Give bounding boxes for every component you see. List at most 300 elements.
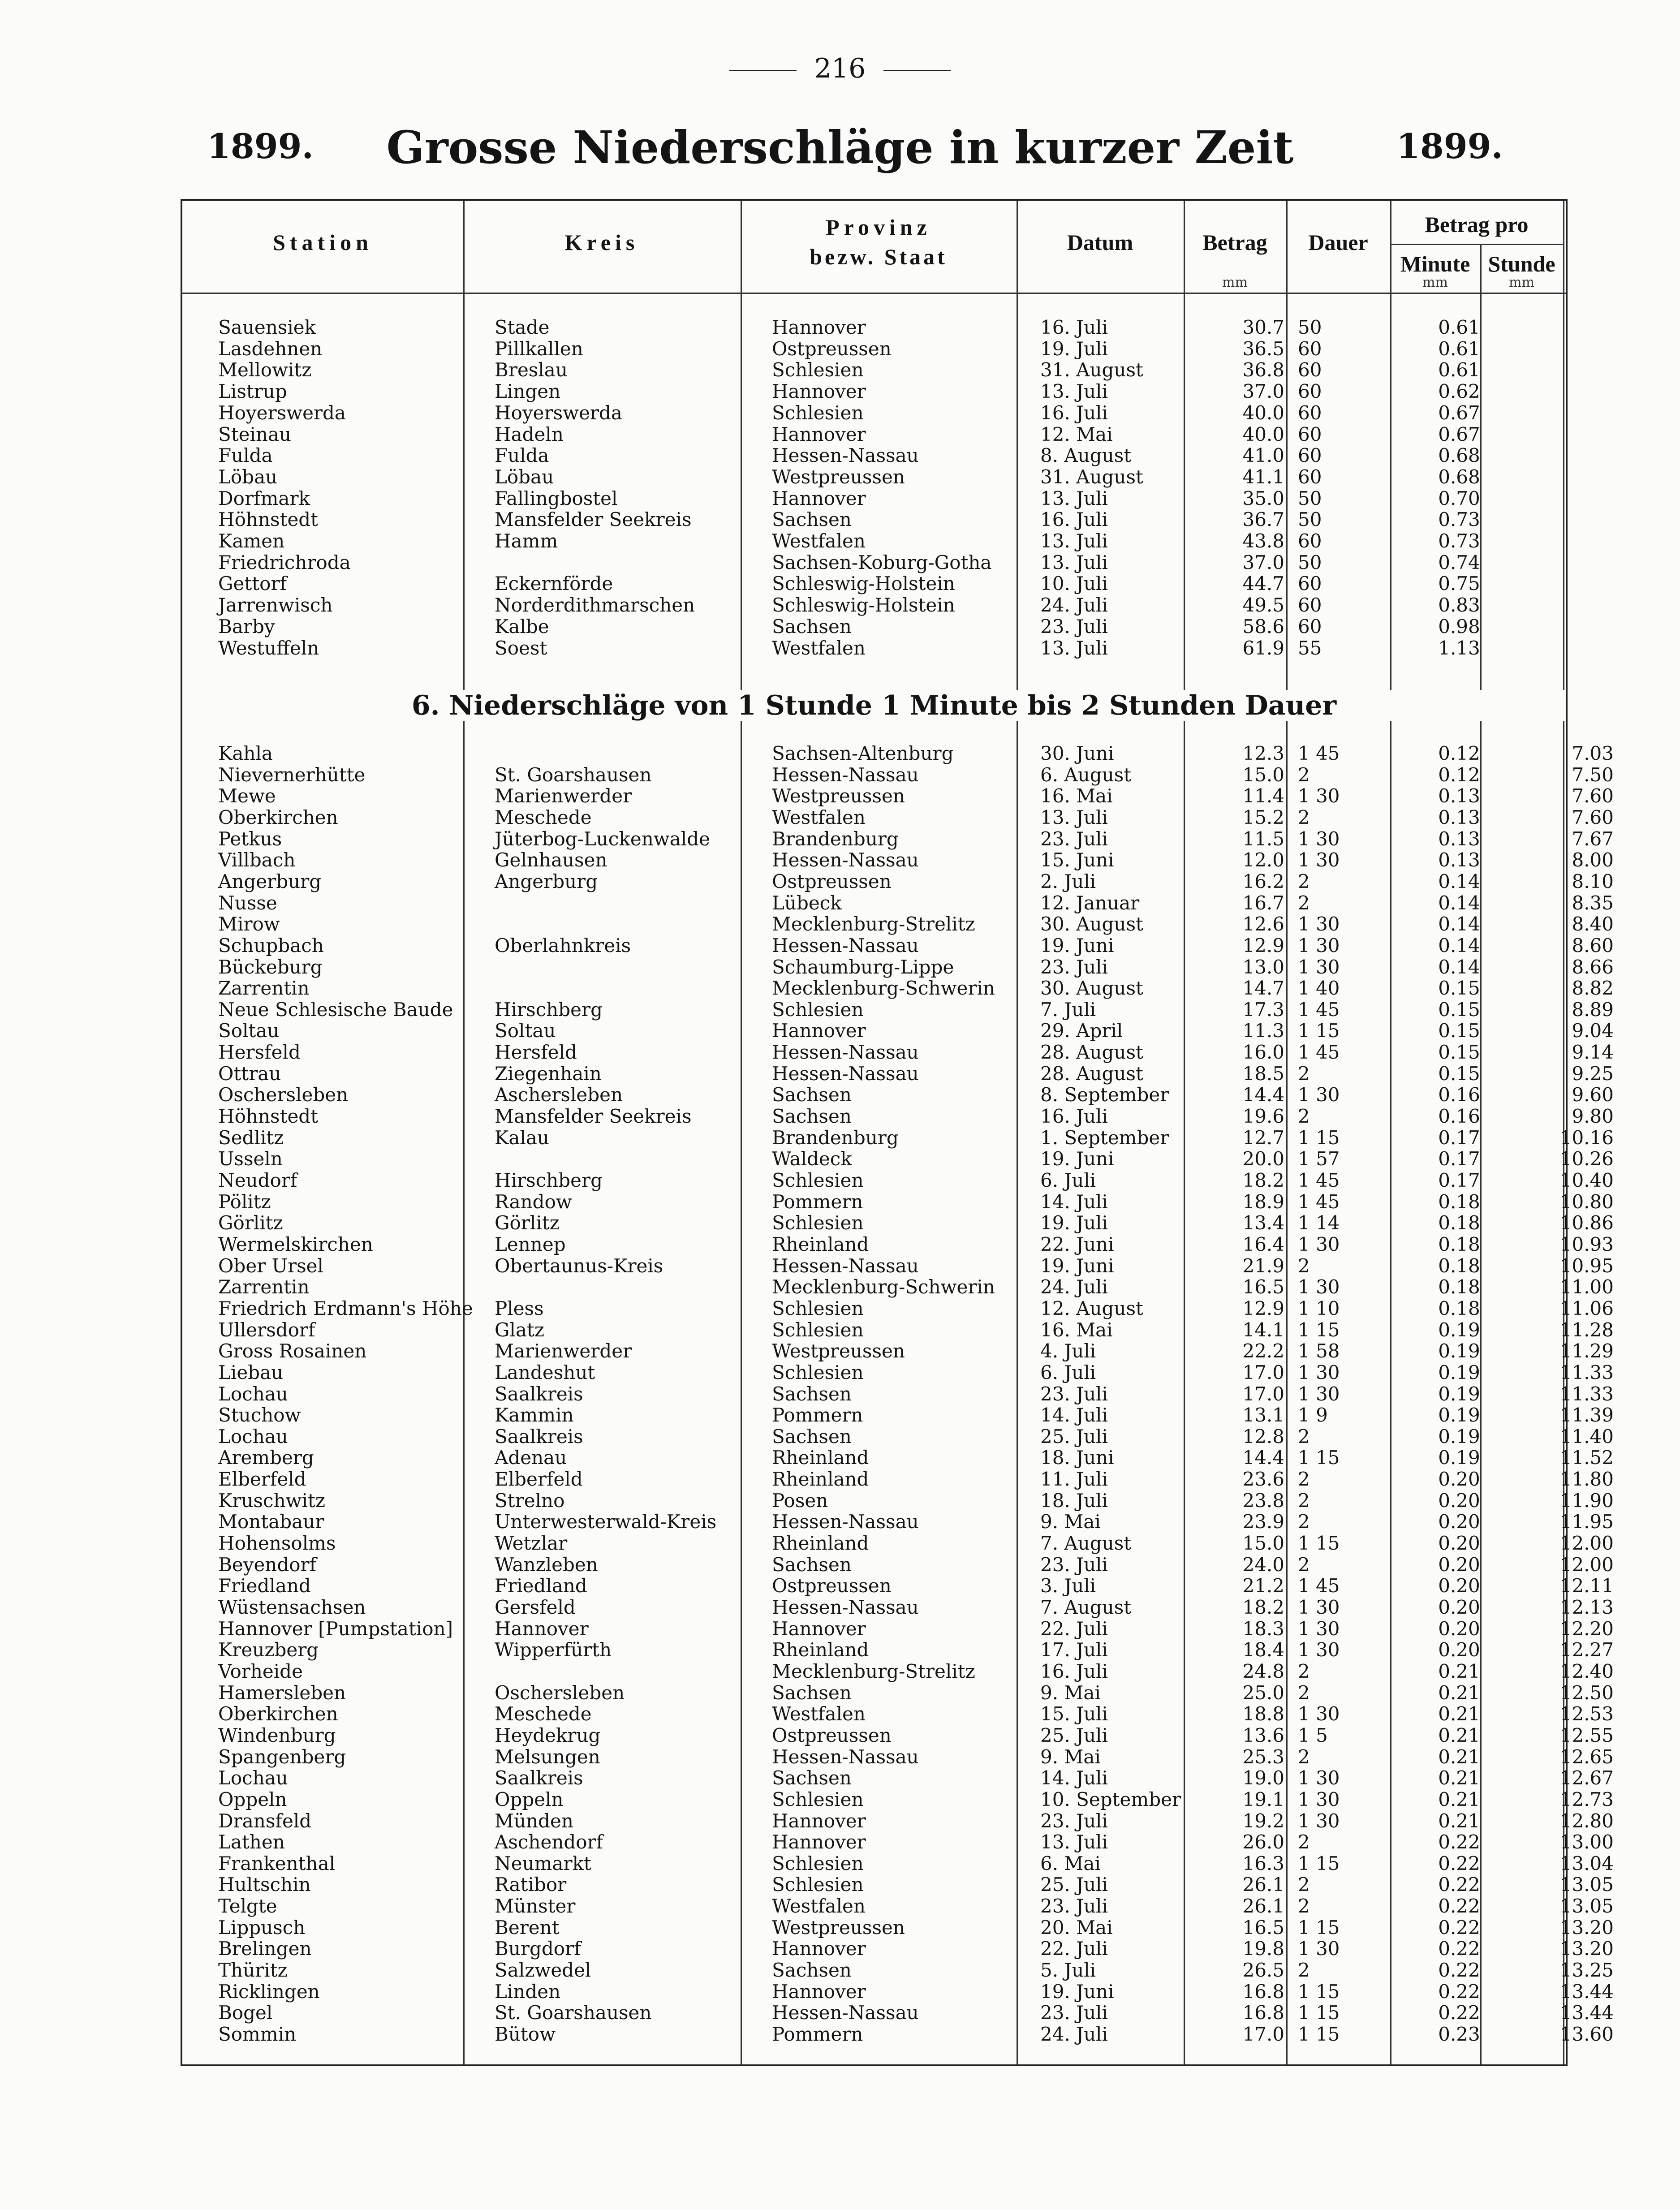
cell-datum: 30. Juni xyxy=(1040,742,1114,764)
cell-datum: 18. Juli xyxy=(1040,1489,1108,1512)
cell-dauer: 1 40 xyxy=(1298,977,1340,999)
cell-station: Dorfmark xyxy=(218,487,310,509)
cell-datum: 13. Juli xyxy=(1040,487,1108,509)
cell-station: Fulda xyxy=(218,444,273,467)
cell-station: Zarrentin xyxy=(218,1276,310,1298)
cell-betrag: 23.6 xyxy=(1242,1468,1284,1491)
cell-datum: 23. Juli xyxy=(1040,615,1108,638)
cell-betrag: 43.8 xyxy=(1242,530,1284,552)
cell-betrag-stunde: 10.26 xyxy=(1559,1148,1614,1170)
cell-betrag: 12.3 xyxy=(1242,742,1284,764)
cell-betrag-stunde: 10.86 xyxy=(1559,1212,1614,1234)
cell-kreis: Glatz xyxy=(495,1318,545,1341)
header-datum: Datum xyxy=(1067,230,1133,255)
cell-betrag: 26.1 xyxy=(1242,1874,1284,1896)
cell-dauer: 1 30 xyxy=(1298,1233,1340,1255)
cell-provinz: Hannover xyxy=(772,1980,866,2003)
cell-betrag-minute: 0.14 xyxy=(1438,870,1480,892)
cell-provinz: Sachsen-Altenburg xyxy=(772,742,954,764)
cell-station: Hamersleben xyxy=(218,1681,346,1704)
cell-betrag-minute: 0.18 xyxy=(1438,1276,1480,1298)
cell-kreis: Salzwedel xyxy=(495,1959,591,1982)
cell-provinz: Hannover xyxy=(772,1831,866,1853)
cell-dauer: 60 xyxy=(1298,401,1322,424)
column-divider xyxy=(741,201,742,2064)
cell-dauer: 1 30 xyxy=(1298,1276,1340,1298)
column-divider xyxy=(1017,201,1018,2064)
cell-betrag: 16.4 xyxy=(1242,1233,1284,1255)
cell-betrag-minute: 0.17 xyxy=(1438,1148,1480,1170)
cell-datum: 23. Juli xyxy=(1040,1895,1108,1917)
cell-betrag-stunde: 9.14 xyxy=(1572,1041,1614,1064)
cell-dauer: 1 30 xyxy=(1298,1361,1340,1383)
cell-betrag-stunde: 9.80 xyxy=(1572,1105,1614,1128)
cell-station: Oschersleben xyxy=(218,1084,349,1106)
cell-dauer: 1 15 xyxy=(1298,1916,1340,1939)
cell-provinz: Westfalen xyxy=(772,806,866,828)
cell-datum: 28. August xyxy=(1040,1062,1143,1085)
cell-betrag-minute: 0.20 xyxy=(1438,1511,1480,1533)
cell-dauer: 2 xyxy=(1298,1745,1310,1768)
cell-dauer: 55 xyxy=(1298,637,1322,659)
cell-provinz: Posen xyxy=(772,1489,828,1512)
cell-betrag-minute: 0.15 xyxy=(1438,977,1480,999)
cell-betrag: 18.3 xyxy=(1242,1617,1284,1640)
cell-station: Friedland xyxy=(218,1575,311,1597)
cell-station: Montabaur xyxy=(218,1511,324,1533)
cell-betrag-minute: 0.18 xyxy=(1438,1233,1480,1255)
cell-betrag: 44.7 xyxy=(1242,573,1284,595)
cell-datum: 23. Juli xyxy=(1040,1553,1108,1576)
cell-dauer: 60 xyxy=(1298,423,1322,445)
cell-betrag-stunde: 11.33 xyxy=(1559,1361,1614,1383)
cell-betrag-minute: 0.18 xyxy=(1438,1297,1480,1319)
cell-provinz: Hessen-Nassau xyxy=(772,2002,919,2024)
cell-provinz: Schlesien xyxy=(772,1361,864,1383)
cell-betrag-stunde: 11.29 xyxy=(1559,1340,1614,1362)
cell-betrag: 21.9 xyxy=(1242,1254,1284,1277)
cell-provinz: Schlesien xyxy=(772,1788,864,1810)
cell-datum: 25. Juli xyxy=(1040,1724,1108,1746)
cell-kreis: Kalbe xyxy=(495,615,549,638)
cell-datum: 16. Juli xyxy=(1040,508,1108,531)
cell-dauer: 2 xyxy=(1298,870,1310,892)
cell-betrag-minute: 0.61 xyxy=(1438,316,1480,338)
cell-dauer: 2 xyxy=(1298,1895,1310,1917)
cell-betrag-stunde: 11.80 xyxy=(1559,1468,1614,1491)
cell-betrag-minute: 0.19 xyxy=(1438,1383,1480,1405)
cell-betrag: 16.5 xyxy=(1242,1276,1284,1298)
cell-provinz: Westfalen xyxy=(772,1703,866,1725)
cell-betrag-stunde: 12.20 xyxy=(1559,1617,1614,1640)
cell-dauer: 1 30 xyxy=(1298,849,1340,871)
cell-betrag-stunde: 12.00 xyxy=(1559,1532,1614,1555)
cell-betrag: 36.8 xyxy=(1242,359,1284,381)
cell-betrag: 58.6 xyxy=(1242,615,1284,638)
cell-betrag: 15.2 xyxy=(1242,806,1284,828)
cell-dauer: 1 45 xyxy=(1298,1169,1340,1191)
cell-betrag-minute: 0.73 xyxy=(1438,530,1480,552)
cell-kreis: Heydekrug xyxy=(495,1724,601,1746)
cell-betrag-minute: 0.23 xyxy=(1438,2023,1480,2045)
cell-betrag: 14.4 xyxy=(1242,1447,1284,1469)
cell-kreis: Unterwesterwald-Kreis xyxy=(495,1511,717,1533)
cell-betrag-stunde: 10.93 xyxy=(1559,1233,1614,1255)
cell-station: Spangenberg xyxy=(218,1745,346,1768)
cell-provinz: Mecklenburg-Strelitz xyxy=(772,913,975,935)
cell-datum: 19. Juli xyxy=(1040,337,1108,360)
cell-station: Steinau xyxy=(218,423,292,445)
cell-station: Friedrich Erdmann's Höhe xyxy=(218,1297,473,1319)
cell-kreis: Oppeln xyxy=(495,1788,564,1810)
cell-dauer: 1 30 xyxy=(1298,1938,1340,1960)
cell-betrag-minute: 0.20 xyxy=(1438,1575,1480,1597)
cell-kreis: Angerburg xyxy=(495,870,598,892)
cell-dauer: 2 xyxy=(1298,892,1310,914)
cell-dauer: 1 30 xyxy=(1298,1383,1340,1405)
cell-provinz: Ostpreussen xyxy=(772,1724,892,1746)
cell-betrag: 61.9 xyxy=(1242,637,1284,659)
cell-kreis: Melsungen xyxy=(495,1745,600,1768)
cell-datum: 7. August xyxy=(1040,1596,1132,1618)
cell-betrag-minute: 0.13 xyxy=(1438,849,1480,871)
header-provinz: Provinz xyxy=(826,215,931,240)
header-betrag-pro: Betrag pro xyxy=(1425,212,1529,237)
cell-betrag: 12.0 xyxy=(1242,849,1284,871)
cell-provinz: Hessen-Nassau xyxy=(772,1511,919,1533)
cell-betrag: 19.1 xyxy=(1242,1788,1284,1810)
cell-betrag-stunde: 10.16 xyxy=(1559,1126,1614,1149)
cell-station: Schupbach xyxy=(218,934,324,956)
cell-datum: 31. August xyxy=(1040,359,1143,381)
cell-provinz: Hannover xyxy=(772,423,866,445)
cell-datum: 19. Juni xyxy=(1040,1254,1114,1277)
cell-betrag-stunde: 9.04 xyxy=(1572,1020,1614,1042)
year-left: 1899. xyxy=(207,126,314,166)
cell-betrag: 40.0 xyxy=(1242,401,1284,424)
cell-betrag-stunde: 12.11 xyxy=(1559,1575,1614,1597)
cell-betrag-minute: 0.19 xyxy=(1438,1361,1480,1383)
cell-provinz: Schaumburg-Lippe xyxy=(772,956,954,978)
cell-dauer: 2 xyxy=(1298,1062,1310,1085)
header-dauer: Dauer xyxy=(1308,230,1368,255)
cell-dauer: 1 30 xyxy=(1298,1639,1340,1661)
cell-datum: 16. Juli xyxy=(1040,1105,1108,1128)
cell-kreis: Aschendorf xyxy=(495,1831,603,1853)
cell-datum: 12. Januar xyxy=(1040,892,1140,914)
cell-kreis: Oschersleben xyxy=(495,1681,625,1704)
cell-dauer: 2 xyxy=(1298,1831,1310,1853)
cell-provinz: Sachsen xyxy=(772,508,852,531)
cell-betrag-minute: 0.15 xyxy=(1438,1020,1480,1042)
cell-dauer: 2 xyxy=(1298,1489,1310,1512)
cell-betrag-stunde: 12.73 xyxy=(1559,1788,1614,1810)
cell-provinz: Hannover xyxy=(772,1938,866,1960)
cell-dauer: 1 45 xyxy=(1298,1190,1340,1213)
cell-kreis: Pillkallen xyxy=(495,337,583,360)
cell-betrag-stunde: 12.80 xyxy=(1559,1809,1614,1832)
header-provinz-staat: bezw. Staat xyxy=(810,244,948,269)
cell-betrag-stunde: 13.05 xyxy=(1559,1874,1614,1896)
cell-dauer: 1 30 xyxy=(1298,1084,1340,1106)
cell-station: Listrup xyxy=(218,380,287,403)
cell-betrag: 14.4 xyxy=(1242,1084,1284,1106)
cell-datum: 18. Juni xyxy=(1040,1447,1114,1469)
cell-station: Windenburg xyxy=(218,1724,336,1746)
cell-betrag-stunde: 13.25 xyxy=(1559,1959,1614,1982)
column-divider xyxy=(463,201,465,2064)
cell-station: Stuchow xyxy=(218,1404,301,1426)
cell-betrag-stunde: 11.90 xyxy=(1559,1489,1614,1512)
header-stunde: Stunde xyxy=(1488,251,1555,276)
cell-datum: 13. Juli xyxy=(1040,551,1108,573)
cell-datum: 19. Juni xyxy=(1040,1148,1114,1170)
cell-datum: 19. Juni xyxy=(1040,1980,1114,2003)
cell-betrag-minute: 0.18 xyxy=(1438,1190,1480,1213)
cell-betrag: 26.5 xyxy=(1242,1959,1284,1982)
cell-provinz: Westpreussen xyxy=(772,1340,905,1362)
cell-dauer: 1 30 xyxy=(1298,827,1340,850)
cell-kreis: Lennep xyxy=(495,1233,566,1255)
subheader-rule xyxy=(1390,244,1563,245)
cell-provinz: Rheinland xyxy=(772,1639,869,1661)
cell-betrag-stunde: 12.67 xyxy=(1559,1767,1614,1789)
cell-betrag: 18.4 xyxy=(1242,1639,1284,1661)
cell-betrag-minute: 0.22 xyxy=(1438,1831,1480,1853)
cell-kreis: Wetzlar xyxy=(495,1532,568,1555)
cell-betrag-minute: 0.75 xyxy=(1438,573,1480,595)
cell-station: Hultschin xyxy=(218,1874,311,1896)
cell-datum: 7. August xyxy=(1040,1532,1132,1555)
cell-datum: 13. Juli xyxy=(1040,806,1108,828)
cell-kreis: Hannover xyxy=(495,1617,589,1640)
cell-betrag-minute: 0.21 xyxy=(1438,1681,1480,1704)
cell-provinz: Waldeck xyxy=(772,1148,852,1170)
cell-datum: 16. Juli xyxy=(1040,401,1108,424)
cell-provinz: Hessen-Nassau xyxy=(772,934,919,956)
cell-dauer: 1 30 xyxy=(1298,934,1340,956)
cell-datum: 8. August xyxy=(1040,444,1132,467)
cell-betrag: 16.2 xyxy=(1242,870,1284,892)
cell-betrag-minute: 0.20 xyxy=(1438,1468,1480,1491)
cell-provinz: Mecklenburg-Strelitz xyxy=(772,1660,975,1682)
cell-betrag-minute: 0.22 xyxy=(1438,1980,1480,2003)
cell-kreis: Elberfeld xyxy=(495,1468,583,1491)
cell-betrag-stunde: 11.52 xyxy=(1559,1447,1614,1469)
cell-station: Dransfeld xyxy=(218,1809,312,1832)
cell-provinz: Sachsen xyxy=(772,1681,852,1704)
cell-betrag: 17.0 xyxy=(1242,2023,1284,2045)
cell-station: Lochau xyxy=(218,1425,288,1447)
cell-betrag-stunde: 12.53 xyxy=(1559,1703,1614,1725)
cell-station: Lippusch xyxy=(218,1916,306,1939)
cell-dauer: 50 xyxy=(1298,551,1322,573)
cell-betrag-stunde: 7.67 xyxy=(1572,827,1614,850)
cell-betrag-minute: 0.13 xyxy=(1438,806,1480,828)
cell-kreis: Landeshut xyxy=(495,1361,595,1383)
cell-kreis: Meschede xyxy=(495,806,592,828)
cell-provinz: Westfalen xyxy=(772,530,866,552)
cell-betrag-stunde: 12.55 xyxy=(1559,1724,1614,1746)
cell-dauer: 2 xyxy=(1298,1468,1310,1491)
cell-datum: 23. Juli xyxy=(1040,827,1108,850)
cell-station: Kruschwitz xyxy=(218,1489,326,1512)
cell-kreis: Kalau xyxy=(495,1126,549,1149)
cell-dauer: 1 30 xyxy=(1298,1788,1340,1810)
cell-betrag: 35.0 xyxy=(1242,487,1284,509)
cell-betrag-stunde: 8.60 xyxy=(1572,934,1614,956)
cell-datum: 25. Juli xyxy=(1040,1425,1108,1447)
cell-station: Mewe xyxy=(218,785,276,807)
cell-provinz: Brandenburg xyxy=(772,827,899,850)
cell-betrag: 13.0 xyxy=(1242,956,1284,978)
cell-datum: 2. Juli xyxy=(1040,870,1096,892)
cell-station: Elberfeld xyxy=(218,1468,306,1491)
cell-betrag-minute: 1.13 xyxy=(1438,637,1480,659)
header-kreis: Kreis xyxy=(564,230,639,255)
cell-station: Löbau xyxy=(218,465,278,488)
cell-station: Kamen xyxy=(218,530,285,552)
cell-station: Usseln xyxy=(218,1148,283,1170)
cell-dauer: 2 xyxy=(1298,1959,1310,1982)
cell-kreis: Ziegenhain xyxy=(495,1062,602,1085)
cell-datum: 17. Juli xyxy=(1040,1639,1108,1661)
cell-datum: 12. August xyxy=(1040,1297,1143,1319)
cell-betrag-stunde: 7.60 xyxy=(1572,785,1614,807)
cell-station: Petkus xyxy=(218,827,282,850)
cell-dauer: 1 45 xyxy=(1298,742,1340,764)
cell-dauer: 1 15 xyxy=(1298,2002,1340,2024)
cell-betrag-stunde: 8.00 xyxy=(1572,849,1614,871)
cell-betrag-minute: 0.20 xyxy=(1438,1553,1480,1576)
cell-betrag-stunde: 7.60 xyxy=(1572,806,1614,828)
cell-betrag: 11.5 xyxy=(1242,827,1284,850)
cell-dauer: 60 xyxy=(1298,444,1322,467)
cell-station: Hohensolms xyxy=(218,1532,336,1555)
cell-betrag: 14.1 xyxy=(1242,1318,1284,1341)
cell-kreis: Obertaunus-Kreis xyxy=(495,1254,663,1277)
cell-betrag-minute: 0.15 xyxy=(1438,1041,1480,1064)
cell-provinz: Schlesien xyxy=(772,401,864,424)
year-right: 1899. xyxy=(1396,126,1503,166)
cell-provinz: Sachsen xyxy=(772,1767,852,1789)
cell-station: Hannover [Pumpstation] xyxy=(218,1617,453,1640)
cell-station: Kreuzberg xyxy=(218,1639,319,1661)
cell-datum: 23. Juli xyxy=(1040,956,1108,978)
cell-datum: 5. Juli xyxy=(1040,1959,1096,1982)
cell-dauer: 2 xyxy=(1298,1660,1310,1682)
cell-betrag: 26.1 xyxy=(1242,1895,1284,1917)
cell-provinz: Sachsen xyxy=(772,1383,852,1405)
cell-betrag-stunde: 8.89 xyxy=(1572,998,1614,1021)
cell-betrag-stunde: 8.82 xyxy=(1572,977,1614,999)
cell-provinz: Hessen-Nassau xyxy=(772,763,919,786)
cell-betrag-minute: 0.17 xyxy=(1438,1126,1480,1149)
cell-betrag-minute: 0.19 xyxy=(1438,1340,1480,1362)
cell-datum: 6. Mai xyxy=(1040,1852,1101,1874)
cell-kreis: Strelno xyxy=(495,1489,565,1512)
cell-betrag-minute: 0.61 xyxy=(1438,337,1480,360)
cell-datum: 25. Juli xyxy=(1040,1874,1108,1896)
cell-provinz: Hannover xyxy=(772,1020,866,1042)
cell-betrag: 11.4 xyxy=(1242,785,1284,807)
cell-betrag: 24.8 xyxy=(1242,1660,1284,1682)
cell-kreis: Meschede xyxy=(495,1703,592,1725)
cell-station: Bogel xyxy=(218,2002,273,2024)
page-number: 216 xyxy=(0,53,1680,84)
cell-station: Lasdehnen xyxy=(218,337,323,360)
cell-dauer: 60 xyxy=(1298,573,1322,595)
cell-station: Mellowitz xyxy=(218,359,312,381)
cell-kreis: Mansfelder Seekreis xyxy=(495,1105,692,1128)
cell-betrag: 20.0 xyxy=(1242,1148,1284,1170)
cell-betrag: 12.7 xyxy=(1242,1126,1284,1149)
cell-betrag-minute: 0.20 xyxy=(1438,1489,1480,1512)
cell-kreis: Randow xyxy=(495,1190,572,1213)
cell-provinz: Westpreussen xyxy=(772,1916,905,1939)
cell-betrag-minute: 0.15 xyxy=(1438,998,1480,1021)
cell-betrag: 41.0 xyxy=(1242,444,1284,467)
cell-betrag-minute: 0.19 xyxy=(1438,1404,1480,1426)
cell-betrag: 17.0 xyxy=(1242,1361,1284,1383)
data-table xyxy=(181,199,1614,2066)
cell-provinz: Hessen-Nassau xyxy=(772,1254,919,1277)
cell-dauer: 1 30 xyxy=(1298,785,1340,807)
cell-datum: 13. Juli xyxy=(1040,380,1108,403)
cell-betrag: 15.0 xyxy=(1242,1532,1284,1555)
cell-datum: 30. August xyxy=(1040,913,1143,935)
cell-betrag: 18.2 xyxy=(1242,1169,1284,1191)
header-minute: Minute xyxy=(1400,251,1470,276)
cell-betrag-minute: 0.22 xyxy=(1438,1938,1480,1960)
cell-provinz: Hannover xyxy=(772,1617,866,1640)
cell-betrag: 16.8 xyxy=(1242,1980,1284,2003)
cell-betrag: 19.2 xyxy=(1242,1809,1284,1832)
cell-station: Liebau xyxy=(218,1361,284,1383)
cell-provinz: Pommern xyxy=(772,1190,863,1213)
cell-station: Brelingen xyxy=(218,1938,312,1960)
cell-datum: 13. Juli xyxy=(1040,530,1108,552)
cell-dauer: 1 9 xyxy=(1298,1404,1328,1426)
cell-station: Oberkirchen xyxy=(218,1703,338,1725)
cell-betrag-minute: 0.21 xyxy=(1438,1703,1480,1725)
cell-datum: 22. Juli xyxy=(1040,1938,1108,1960)
cell-datum: 23. Juli xyxy=(1040,1809,1108,1832)
cell-datum: 19. Juni xyxy=(1040,934,1114,956)
cell-betrag: 26.0 xyxy=(1242,1831,1284,1853)
cell-provinz: Sachsen xyxy=(772,1959,852,1982)
cell-betrag-stunde: 13.44 xyxy=(1559,1980,1614,2003)
cell-dauer: 60 xyxy=(1298,465,1322,488)
cell-betrag: 25.3 xyxy=(1242,1745,1284,1768)
cell-provinz: Hessen-Nassau xyxy=(772,1062,919,1085)
cell-betrag-stunde: 11.39 xyxy=(1559,1404,1614,1426)
cell-betrag-minute: 0.21 xyxy=(1438,1809,1480,1832)
cell-dauer: 60 xyxy=(1298,530,1322,552)
cell-betrag-minute: 0.98 xyxy=(1438,615,1480,638)
cell-betrag-minute: 0.21 xyxy=(1438,1660,1480,1682)
cell-provinz: Westfalen xyxy=(772,1895,866,1917)
cell-provinz: Schlesien xyxy=(772,998,864,1021)
cell-betrag: 40.0 xyxy=(1242,423,1284,445)
cell-kreis: St. Goarshausen xyxy=(495,2002,652,2024)
cell-kreis: Soltau xyxy=(495,1020,556,1042)
cell-datum: 1. September xyxy=(1040,1126,1169,1149)
cell-betrag-minute: 0.22 xyxy=(1438,1895,1480,1917)
cell-betrag: 16.0 xyxy=(1242,1041,1284,1064)
cell-kreis: Hirschberg xyxy=(495,998,603,1021)
cell-betrag-minute: 0.19 xyxy=(1438,1425,1480,1447)
